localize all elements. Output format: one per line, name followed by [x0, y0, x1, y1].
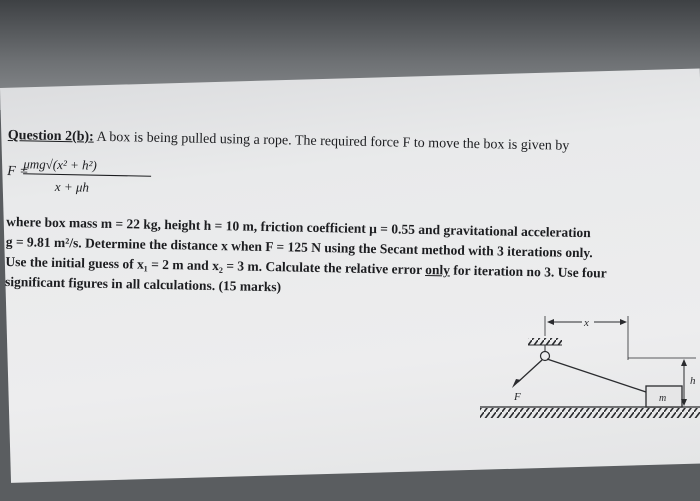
- ceiling-support: [528, 338, 562, 345]
- h-arrowhead-up: [681, 359, 687, 366]
- x-arrowhead-left: [547, 319, 554, 325]
- line5-part-b: for iteration no 3. Use four: [449, 262, 607, 281]
- question-line-3: where box mass m = 22 kg, height h = 10 m, friction coefficient μ = 0.55 and gravitational acceleration: [6, 213, 591, 241]
- rope-to-force: [518, 360, 542, 382]
- line5-part-a: Use the initial guess of x₁ = 2 m and x₂ = 3 m. Calculate the relative error: [5, 253, 426, 278]
- formula-fraction: [23, 156, 151, 195]
- question-intro: A box is being pulled using a rope. The required force F to move the box is given by: [96, 129, 570, 154]
- h-label: h: [690, 375, 696, 387]
- rope-to-box: [547, 359, 646, 392]
- question-line-4: g = 9.81 m²/s. Determine the distance x when F = 125 N using the Secant method with 3 iterations only.: [5, 233, 593, 261]
- x-label: x: [584, 317, 589, 329]
- formula-lhs: F =: [7, 163, 29, 180]
- question-line-6: significant figures in all calculations. (15 marks): [4, 273, 282, 295]
- force-formula: [7, 156, 97, 195]
- x-arrowhead-right: [620, 319, 627, 325]
- mass-label: m: [659, 393, 667, 404]
- force-arrowhead: [512, 379, 521, 388]
- formula-numerator: μmg√(x² + h²): [23, 156, 151, 176]
- question-label: Question 2(b):: [7, 128, 94, 145]
- force-label: F: [514, 391, 521, 403]
- pulley-diagram: [478, 308, 700, 428]
- ground-hatch: [480, 408, 700, 418]
- formula-denominator: x + μh: [54, 178, 90, 195]
- line5-only: only: [425, 262, 451, 278]
